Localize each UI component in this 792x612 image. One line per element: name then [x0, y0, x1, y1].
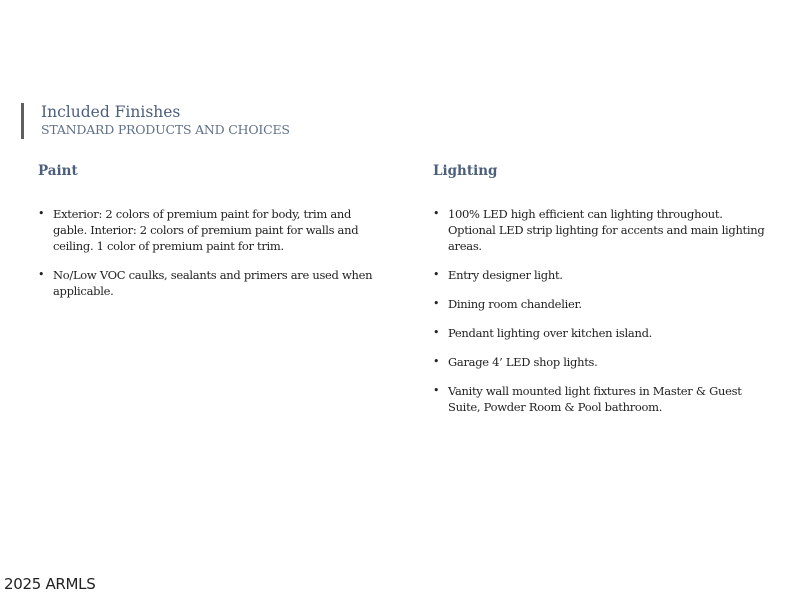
list-item-text: Entry designer light. [448, 268, 563, 282]
bullet-icon: • [433, 355, 440, 368]
paint-heading: Paint [38, 163, 78, 179]
list-item-text: Exterior: 2 colors of premium paint for body, trim and gable. Interior: 2 colors of premium paint for walls and ceiling. 1 color of premium paint for trim. [53, 207, 359, 253]
bullet-icon: • [433, 384, 440, 397]
bullet-icon: • [433, 207, 440, 220]
bullet-icon: • [433, 326, 440, 339]
bullet-icon: • [433, 297, 440, 310]
list-item [433, 296, 773, 312]
page-title: Included Finishes [41, 103, 181, 121]
list-item-text: 100% LED high efficient can lighting throughout. Optional LED strip lighting for accents and main lighting areas. [448, 207, 765, 253]
list-item [433, 354, 773, 370]
list-item-text: Pendant lighting over kitchen island. [448, 326, 652, 340]
list-item [433, 206, 773, 254]
list-item-text: No/Low VOC caulks, sealants and primers are used when applicable. [53, 268, 373, 298]
lighting-heading: Lighting [433, 163, 498, 179]
list-item [38, 206, 378, 254]
list-item-text: Dining room chandelier. [448, 297, 582, 311]
list-item-text: Vanity wall mounted light fixtures in Master & Guest Suite, Powder Room & Pool bathroom. [448, 384, 742, 414]
list-item-text: Garage 4’ LED shop lights. [448, 355, 598, 369]
paint-list [38, 206, 378, 299]
page-subtitle: STANDARD PRODUCTS AND CHOICES [41, 122, 290, 137]
bullet-icon: • [433, 268, 440, 281]
list-item [433, 383, 773, 415]
list-item [433, 267, 773, 283]
copyright-footer: 2025 ARMLS [4, 575, 96, 593]
list-item [433, 325, 773, 341]
bullet-icon: • [38, 268, 45, 281]
bullet-icon: • [38, 207, 45, 220]
paint-column [38, 162, 378, 312]
list-item [38, 267, 378, 299]
lighting-list [433, 206, 773, 415]
lighting-column [433, 162, 773, 428]
section-header [21, 103, 290, 139]
